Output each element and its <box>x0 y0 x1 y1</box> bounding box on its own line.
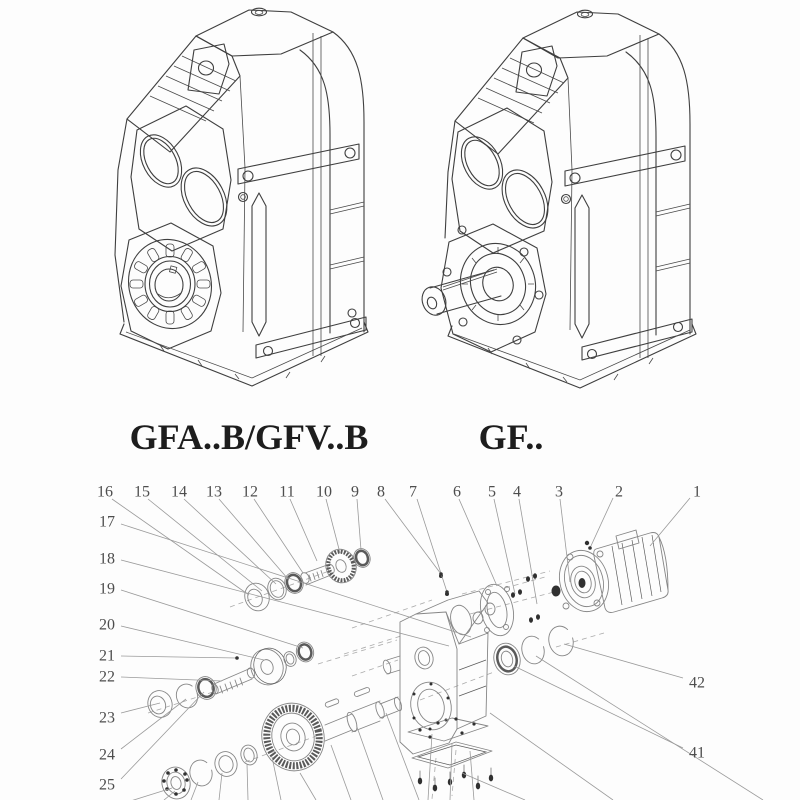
callout-number: 16 <box>97 483 113 501</box>
callout-number: 42 <box>689 674 705 692</box>
callout-number: 3 <box>555 483 563 501</box>
leader-line <box>300 773 316 800</box>
callout-number: 41 <box>689 744 705 762</box>
leader-line <box>331 745 351 800</box>
leader-line <box>121 626 264 660</box>
assembly-axis-line <box>452 750 456 796</box>
leader-line <box>219 773 222 800</box>
callout-number: 19 <box>99 580 115 598</box>
leader-line <box>650 498 690 546</box>
ear-hole <box>199 61 214 75</box>
bolt-dot <box>439 572 443 576</box>
leader-line <box>519 499 537 604</box>
callout-number: 10 <box>316 483 332 501</box>
leader-lines <box>112 498 763 800</box>
callout-number: 12 <box>242 483 258 501</box>
callout-number: 20 <box>99 616 115 634</box>
leader-line <box>462 773 525 800</box>
gearbox-housing <box>382 591 488 754</box>
callout-number: 4 <box>513 483 521 501</box>
assembly-axis-line <box>505 577 545 588</box>
leader-line <box>191 782 198 800</box>
callout-number: 11 <box>279 483 295 501</box>
callout-number: 14 <box>171 483 187 501</box>
callout-number: 5 <box>488 483 496 501</box>
leader-line <box>290 499 317 561</box>
output-shaft <box>430 270 501 314</box>
leader-line <box>490 713 613 800</box>
assembly-axis-line <box>344 635 404 654</box>
leader-line <box>417 499 447 592</box>
leader-line <box>254 499 303 573</box>
leader-line <box>536 656 763 800</box>
leader-line <box>494 499 515 594</box>
callout-number: 7 <box>409 483 417 501</box>
leader-line <box>148 499 262 591</box>
callout-number: 18 <box>99 550 115 568</box>
callout-number: 23 <box>99 709 115 727</box>
leader-line <box>121 524 471 637</box>
ear-hole <box>527 63 542 77</box>
leader-line <box>121 699 186 749</box>
bolt-dot <box>235 656 239 660</box>
right-model-label: GF.. <box>478 417 544 457</box>
hollow-shaft-hub <box>116 228 224 341</box>
assembly-axes <box>148 570 604 799</box>
motor <box>553 530 668 617</box>
assembly-axis-line <box>462 571 550 594</box>
leader-line <box>326 499 340 553</box>
leader-line <box>386 713 419 800</box>
leader-line <box>514 666 683 748</box>
callout-number: 22 <box>99 668 115 686</box>
callout-number: 24 <box>99 746 115 764</box>
leader-line <box>121 560 449 646</box>
reducer-drawing-hollow-shaft <box>115 8 368 386</box>
callout-number: 25 <box>99 776 115 794</box>
leader-line <box>385 499 441 574</box>
callout-number: 15 <box>134 483 150 501</box>
leader-line <box>112 499 249 595</box>
tie-rod <box>252 193 266 336</box>
leader-line <box>121 590 303 648</box>
callout-number: 13 <box>206 483 222 501</box>
leader-line <box>121 788 172 800</box>
leader-line <box>590 498 613 548</box>
leader-line <box>450 743 452 800</box>
output-bearing-rings <box>490 623 576 677</box>
tie-rod <box>575 195 589 338</box>
callout-number: 9 <box>351 483 359 501</box>
assembly-axis-line <box>556 633 604 647</box>
leader-line <box>121 656 237 658</box>
leader-line <box>459 499 497 586</box>
leader-line <box>121 703 160 713</box>
callout-number: 6 <box>453 483 461 501</box>
bolt-dot <box>445 590 449 594</box>
leader-line <box>357 727 383 800</box>
bolt-dot <box>588 546 592 550</box>
callout-number: 8 <box>377 483 385 501</box>
exploded-parts-diagram <box>97 484 763 800</box>
input-shaft-parts <box>241 545 373 614</box>
output-shaft-parts <box>158 687 403 800</box>
callout-number: 21 <box>99 647 115 665</box>
left-model-label: GFA..B/GFV..B <box>129 417 369 457</box>
callout-number: 17 <box>99 513 115 531</box>
leader-line <box>247 764 248 800</box>
reducer-drawing-solid-shaft <box>418 10 696 388</box>
leader-line <box>357 499 361 550</box>
callout-number: 2 <box>615 483 623 501</box>
callout-number: 1 <box>693 483 701 501</box>
leader-line <box>428 734 432 800</box>
leader-line <box>564 644 683 678</box>
